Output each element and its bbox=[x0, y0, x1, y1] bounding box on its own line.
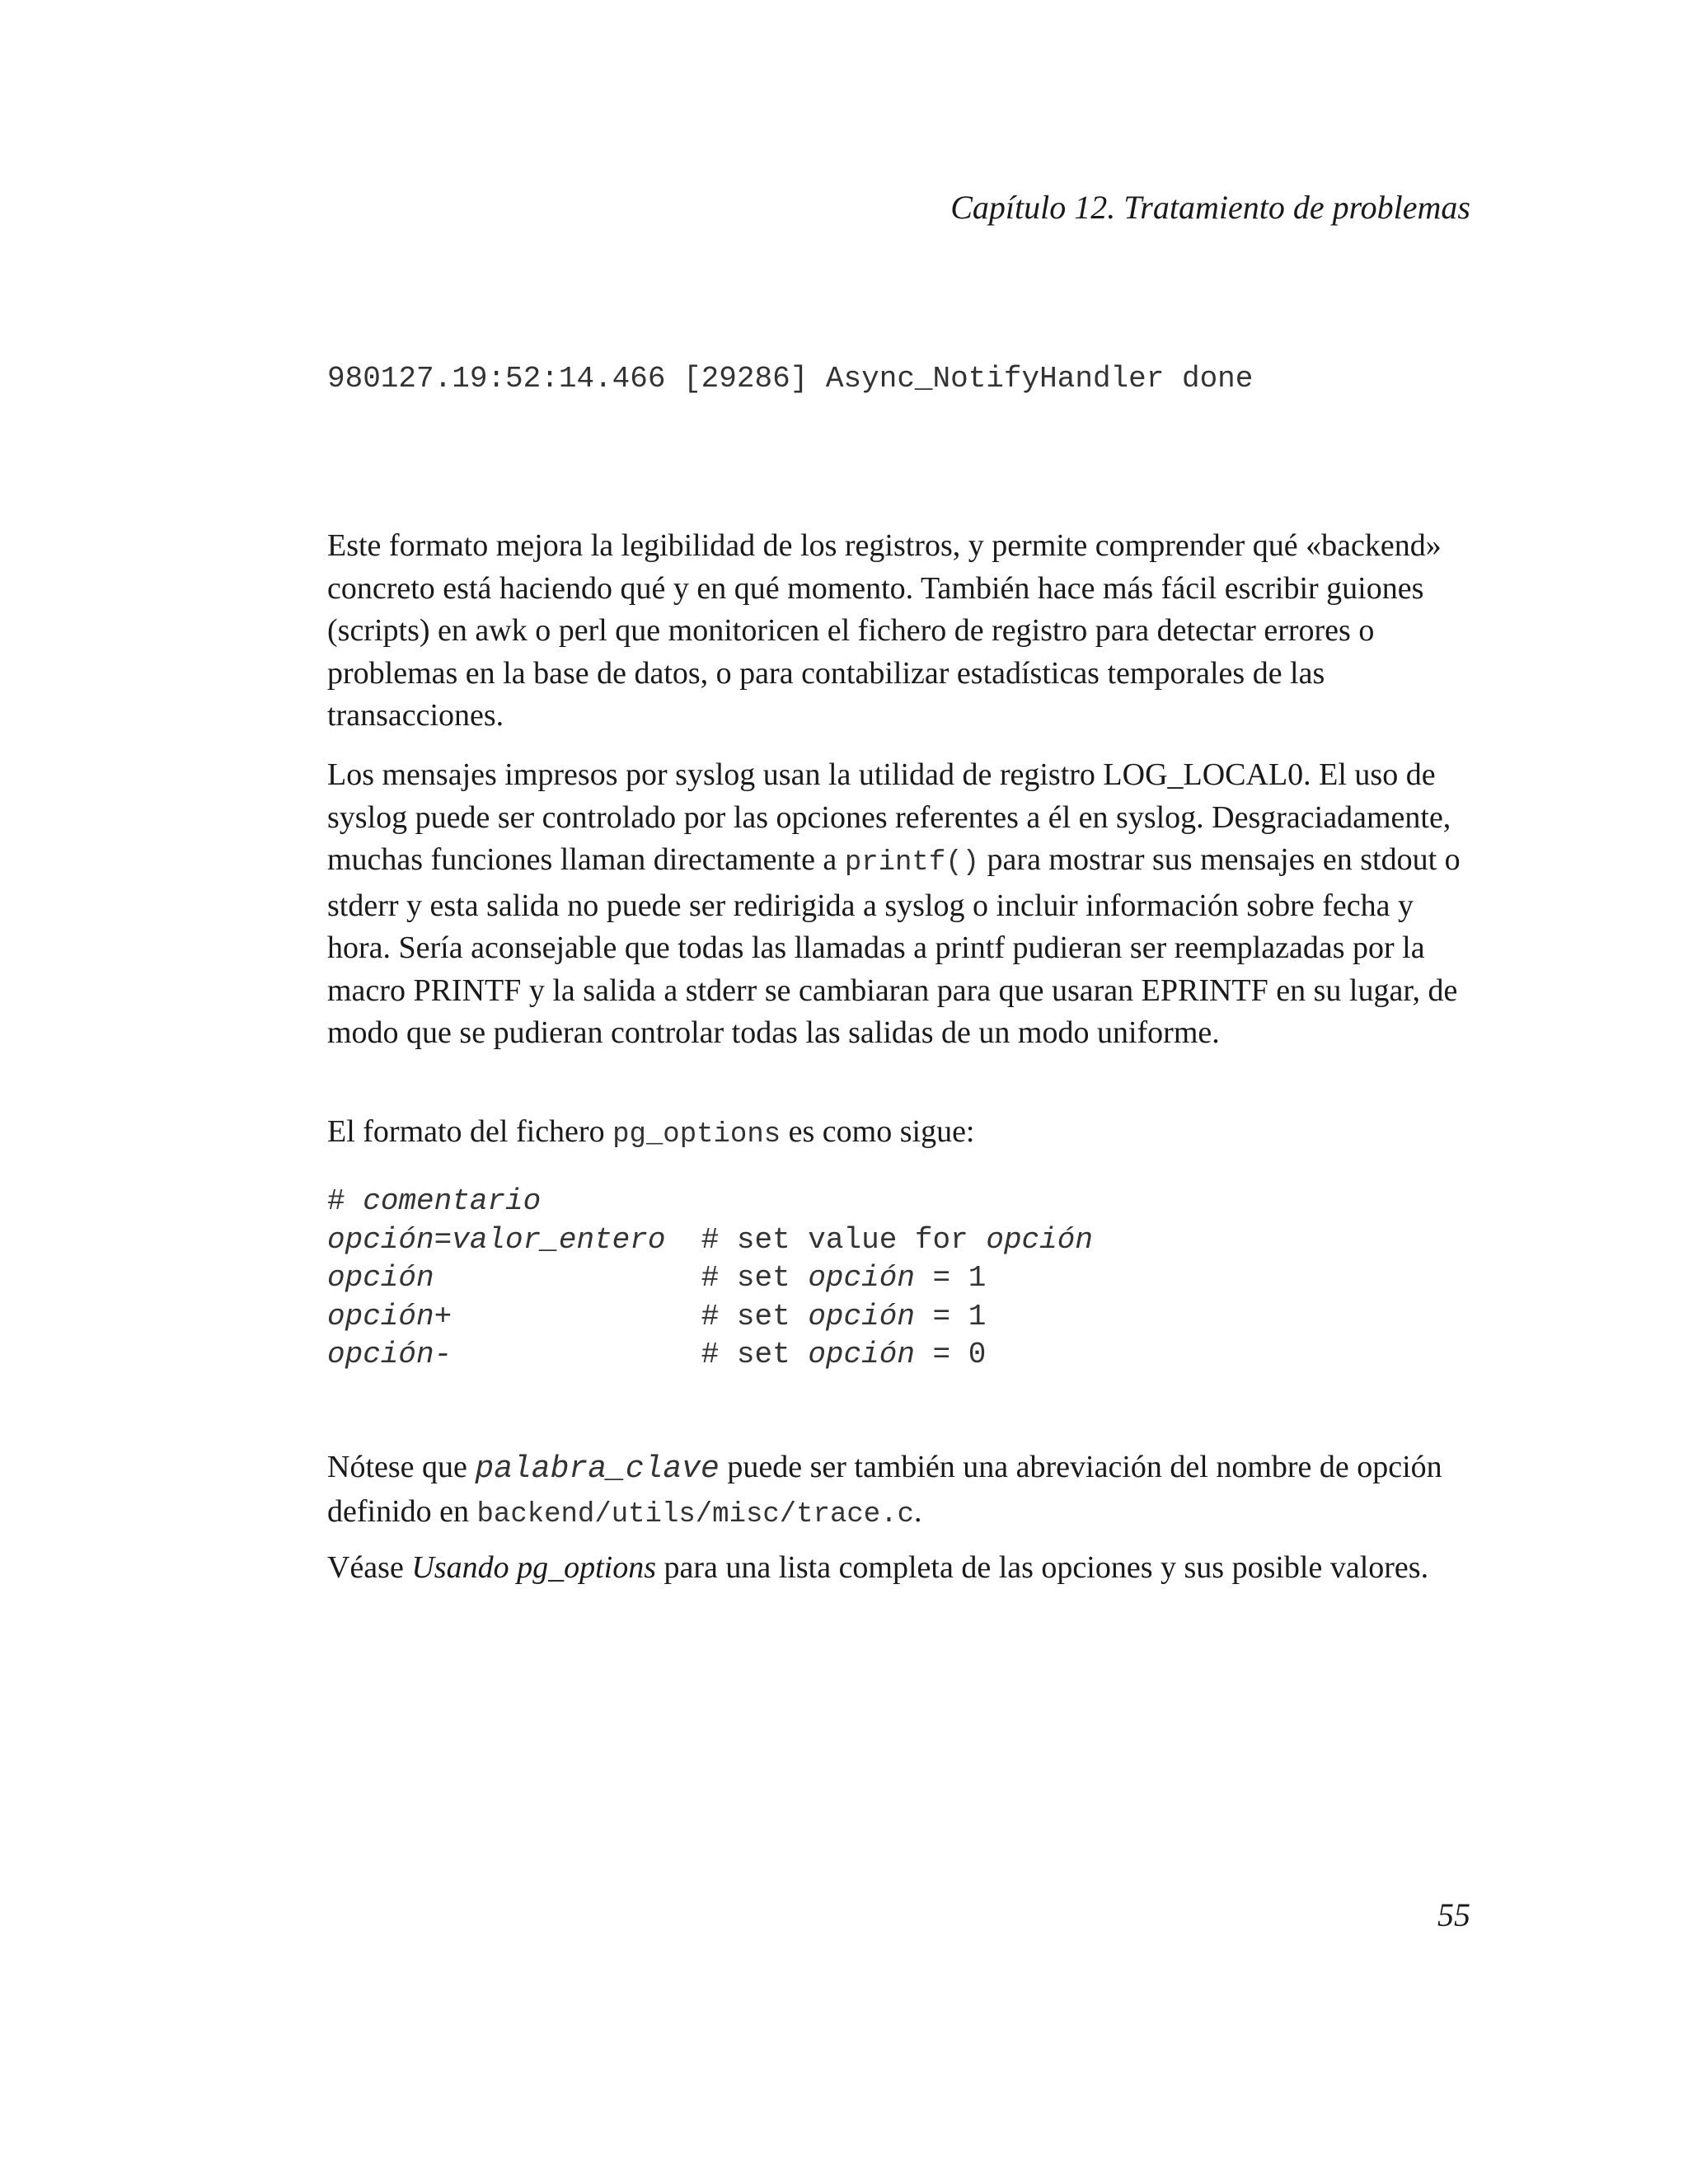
paragraph-syslog bbox=[327, 754, 1481, 1055]
code-text: # set bbox=[452, 1299, 809, 1333]
paragraph-keyword-note bbox=[327, 1446, 1481, 1536]
paragraph-text: es como sigue: bbox=[781, 1114, 975, 1149]
options-code-block bbox=[327, 1183, 1093, 1375]
paragraph-text: Nótese que bbox=[327, 1450, 476, 1484]
code-line bbox=[327, 1336, 1093, 1375]
code-text: = 1 bbox=[914, 1299, 987, 1333]
code-text: = 1 bbox=[914, 1261, 987, 1295]
code-italic: opción bbox=[808, 1261, 915, 1295]
paragraph-log-format: Este formato mejora la legibilidad de los registros, y permite comprender qué «backend» concreto está haciendo qué y en qué momento. También hace más fácil escribir guiones (scripts) en awk o perl que monitoricen el fichero de registro para detectar errores o problemas en la base de datos, o para contabilizar estadísticas temporales de las transacciones. bbox=[327, 528, 1442, 733]
inline-code-pg-options: pg_options bbox=[612, 1119, 781, 1151]
code-text: # bbox=[327, 1184, 363, 1218]
paragraph-text: Véase bbox=[327, 1550, 412, 1585]
code-italic: opción bbox=[808, 1299, 915, 1333]
code-italic: opción+ bbox=[327, 1299, 452, 1333]
code-line bbox=[327, 1221, 1093, 1260]
code-text: # set value for bbox=[665, 1222, 987, 1257]
code-line bbox=[327, 1183, 1093, 1221]
log-example-line: 980127.19:52:14.466 [29286] Async_NotifyHandler done bbox=[327, 362, 1254, 396]
paragraph-file-format bbox=[327, 1111, 1481, 1157]
paragraph-see-also bbox=[327, 1547, 1481, 1590]
paragraph-text: . bbox=[914, 1493, 922, 1529]
code-italic: comentario bbox=[363, 1184, 542, 1218]
inline-code-printf: printf() bbox=[844, 847, 980, 879]
code-line bbox=[327, 1259, 1093, 1298]
cross-reference: Usando pg_options bbox=[411, 1550, 656, 1585]
code-italic: opción- bbox=[327, 1338, 452, 1371]
paragraph-text: para mostrar sus mensajes en stdout o stderr y esta salida no puede ser redirigida a syslog o incluir información sobre fecha y hora. Sería aconsejable que todas las llamadas a printf pudieran ser reemplazadas por la macro PRINTF y la salida a stderr se cambiaran para que usaran EPRINTF en su lugar, de modo que se pudieran controlar todas las salidas de un modo uniforme. bbox=[327, 842, 1461, 1050]
code-text: # set bbox=[452, 1338, 809, 1371]
code-italic: opción bbox=[808, 1338, 915, 1371]
code-text: # set bbox=[434, 1261, 809, 1295]
code-italic: opción=valor_entero bbox=[327, 1222, 666, 1257]
code-italic: opción bbox=[986, 1222, 1093, 1257]
page-number: 55 bbox=[1437, 1896, 1470, 1933]
paragraph-text: puede ser también una abreviación del nombre de opción definido en bbox=[327, 1450, 1442, 1529]
chapter-header: Capítulo 12. Tratamiento de problemas bbox=[950, 189, 1470, 226]
inline-code-palabra-clave: palabra_clave bbox=[475, 1451, 720, 1487]
code-italic: opción bbox=[327, 1261, 434, 1295]
paragraph-text: Los mensajes impresos por syslog usan la utilidad de registro LOG_LOCAL0. El uso de syslog puede ser controlado por las opciones referentes a él en syslog. Desgraciadamente, muchas funciones llaman directamente a bbox=[327, 757, 1451, 877]
paragraph-text: para una lista completa de las opciones y sus posible valores. bbox=[655, 1550, 1429, 1585]
paragraph-text: El formato del fichero bbox=[327, 1114, 613, 1149]
code-line bbox=[327, 1298, 1093, 1337]
inline-code-trace-path: backend/utils/misc/trace.c bbox=[476, 1498, 915, 1530]
code-text: = 0 bbox=[914, 1338, 987, 1371]
